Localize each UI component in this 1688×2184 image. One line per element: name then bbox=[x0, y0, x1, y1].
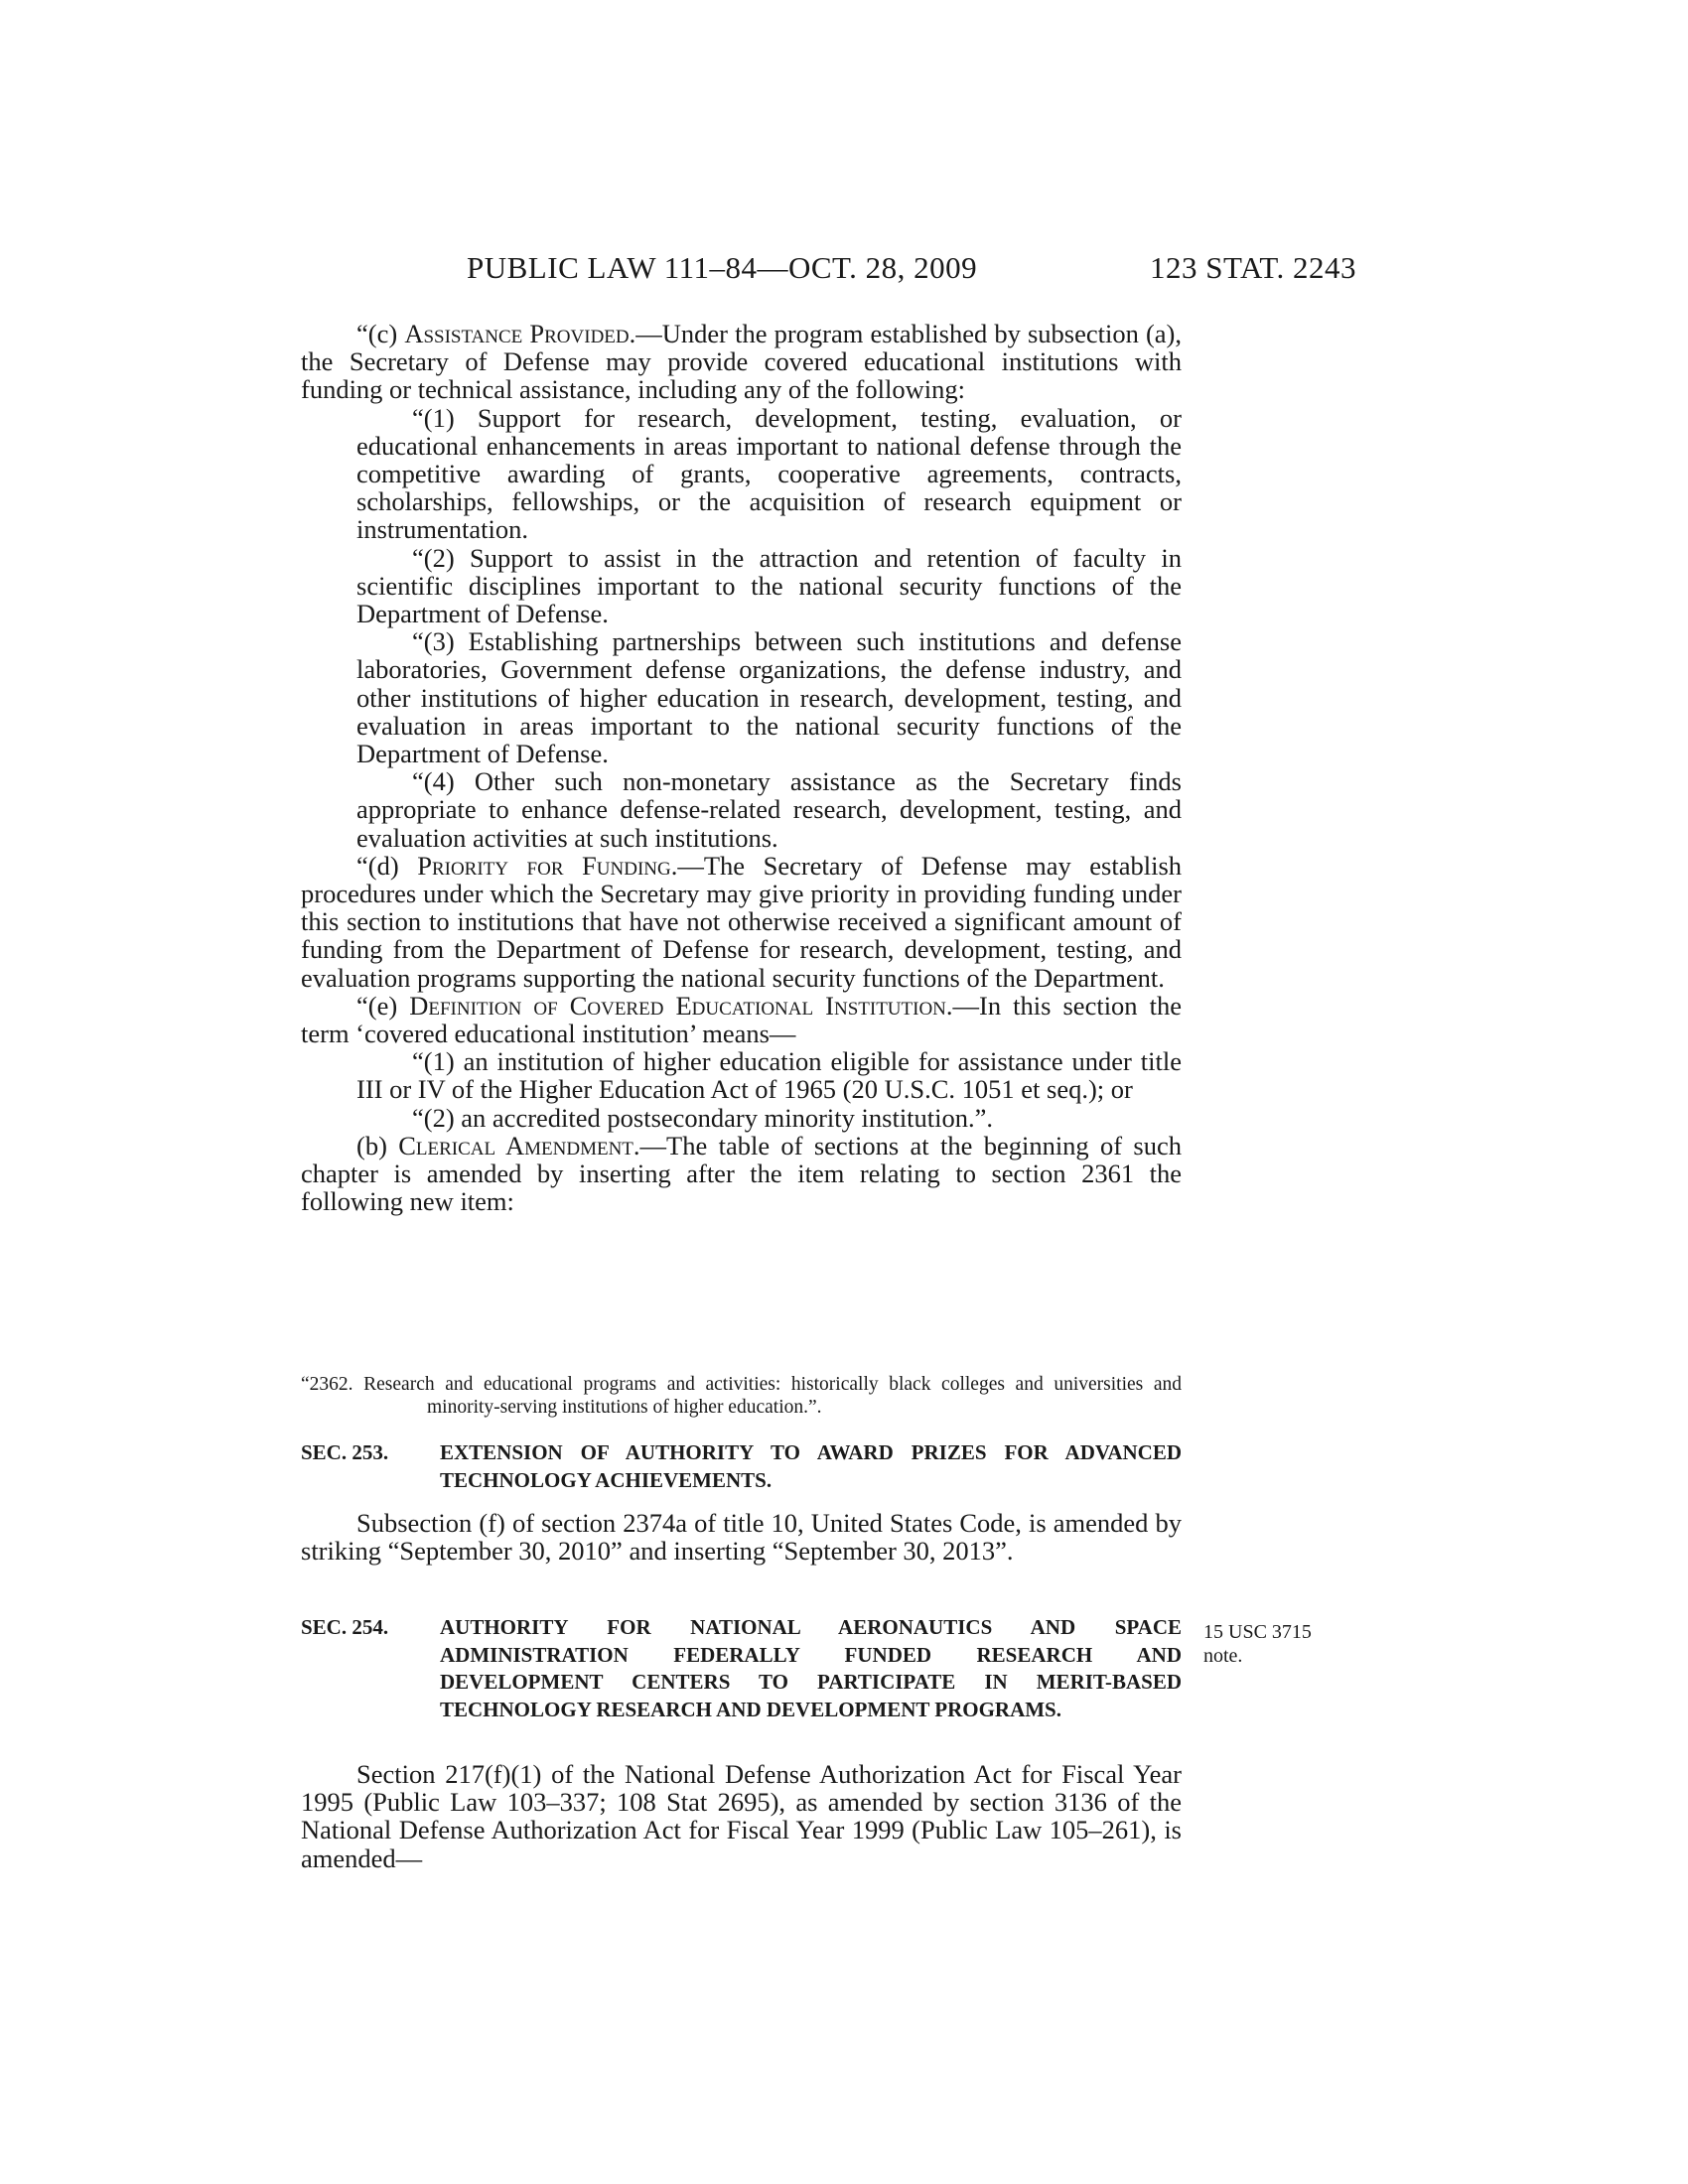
running-head-title: PUBLIC LAW 111–84—OCT. 28, 2009 bbox=[467, 250, 978, 285]
section-title: EXTENSION OF AUTHORITY TO AWARD PRIZES FOR ADVANCED TECHNOLOGY ACHIEVEMENTS. bbox=[440, 1440, 1182, 1492]
paragraph-c3: “(3) Establishing partnerships between such institutions and defense laboratories, Government defense organizations, the defense industry, and other institutions of higher education in research, development, testing, and evaluation in areas important to the national security functions of the Department of Defense. bbox=[356, 626, 1182, 769]
subsection-heading: Assistance Provided bbox=[404, 319, 630, 348]
margin-note-label: note. bbox=[1203, 1645, 1243, 1667]
paragraph-c2: “(2) Support to assist in the attraction and retention of faculty in scientific disciplines important to the national security functions of the Department of Defense. bbox=[356, 542, 1182, 629]
subsection-heading: Clerical Amendment bbox=[398, 1130, 633, 1160]
subsection-c: “(c) Assistance Provided.—Under the program established by subsection (a), the Secretary of Defense may provide covered educational institutions with funding or technical assistance, including any of the following: bbox=[301, 319, 1183, 405]
subsection-heading: Priority for Funding bbox=[417, 850, 671, 881]
page-header bbox=[0, 250, 1688, 290]
statute-page-reference: 123 STAT. 2243 bbox=[1150, 250, 1357, 285]
paragraph-e2: “(2) an accredited postsecondary minority institution.”. bbox=[412, 1102, 994, 1133]
subsection-e: “(e) Definition of Covered Educational Institution.—In this section the term ‘covered educational institution’ means— bbox=[301, 990, 1182, 1049]
paragraph-c4: “(4) Other such non-monetary assistance as the Secretary finds appropriate to enhance defense-related research, development, testing, and evaluation activities at such institutions. bbox=[356, 766, 1182, 853]
table-of-sections-item: “2362. Research and educational programs and activities: historically black colleges and universities and minority-serving institutions of higher education.”. bbox=[301, 1374, 1182, 1418]
subsection-heading: Definition of Covered Educational Institution bbox=[409, 990, 946, 1021]
subsection-text-block bbox=[301, 320, 1182, 1216]
section-number: SEC. 253. bbox=[301, 1440, 389, 1464]
paragraph-c1: “(1) Support for research, development, testing, evaluation, or educational enhancements in areas important to national defense through the competitive awarding of grants, cooperative agreements, contracts, scholarships, fellowships, or the acquisition of research equipment or instrumentation. bbox=[356, 402, 1182, 545]
section-title: AUTHORITY FOR NATIONAL AERONAUTICS AND SPACE ADMINISTRATION FEDERALLY FUNDED RESEARCH AND DEVELOPMENT CENTERS TO PARTICIPATE IN MERIT-BASED TECHNOLOGY RESEARCH AND DEVELOPMENT PROGRAMS. bbox=[440, 1615, 1182, 1721]
section-254-text: Section 217(f)(1) of the National Defense Authorization Act for Fiscal Year 1995 (Public Law 103–337; 108 Stat 2695), as amended by section 3136 of the National Defense Authorization Act for Fiscal Year 1999 (Public Law 105–261), is amended— bbox=[301, 1759, 1182, 1873]
margin-note-citation: 15 USC 3715 bbox=[1203, 1621, 1312, 1643]
section-253-heading bbox=[301, 1439, 1182, 1494]
section-number: SEC. 254. bbox=[301, 1615, 389, 1639]
margin-note bbox=[1203, 1620, 1312, 1668]
paragraph-e1: “(1) an institution of higher education eligible for assistance under title III or IV of the Higher Education Act of 1965 (20 U.S.C. 1051 et seq.); or bbox=[356, 1046, 1182, 1105]
subsection-b: (b) Clerical Amendment.—The table of sections at the beginning of such chapter is amended by inserting after the item relating to section 2361 the following new item: bbox=[301, 1130, 1182, 1217]
section-253-text: Subsection (f) of section 2374a of title 10, United States Code, is amended by striking “September 30, 2010” and inserting “September 30, 2013”. bbox=[301, 1508, 1182, 1567]
section-254-heading bbox=[301, 1614, 1182, 1723]
subsection-d: “(d) Priority for Funding.—The Secretary of Defense may establish procedures under which the Secretary may give priority in providing funding under this section to institutions that have not otherwise received a significant amount of funding from the Department of Defense for research, development, testing, and evaluation programs supporting the national security functions of the Department. bbox=[301, 850, 1183, 993]
